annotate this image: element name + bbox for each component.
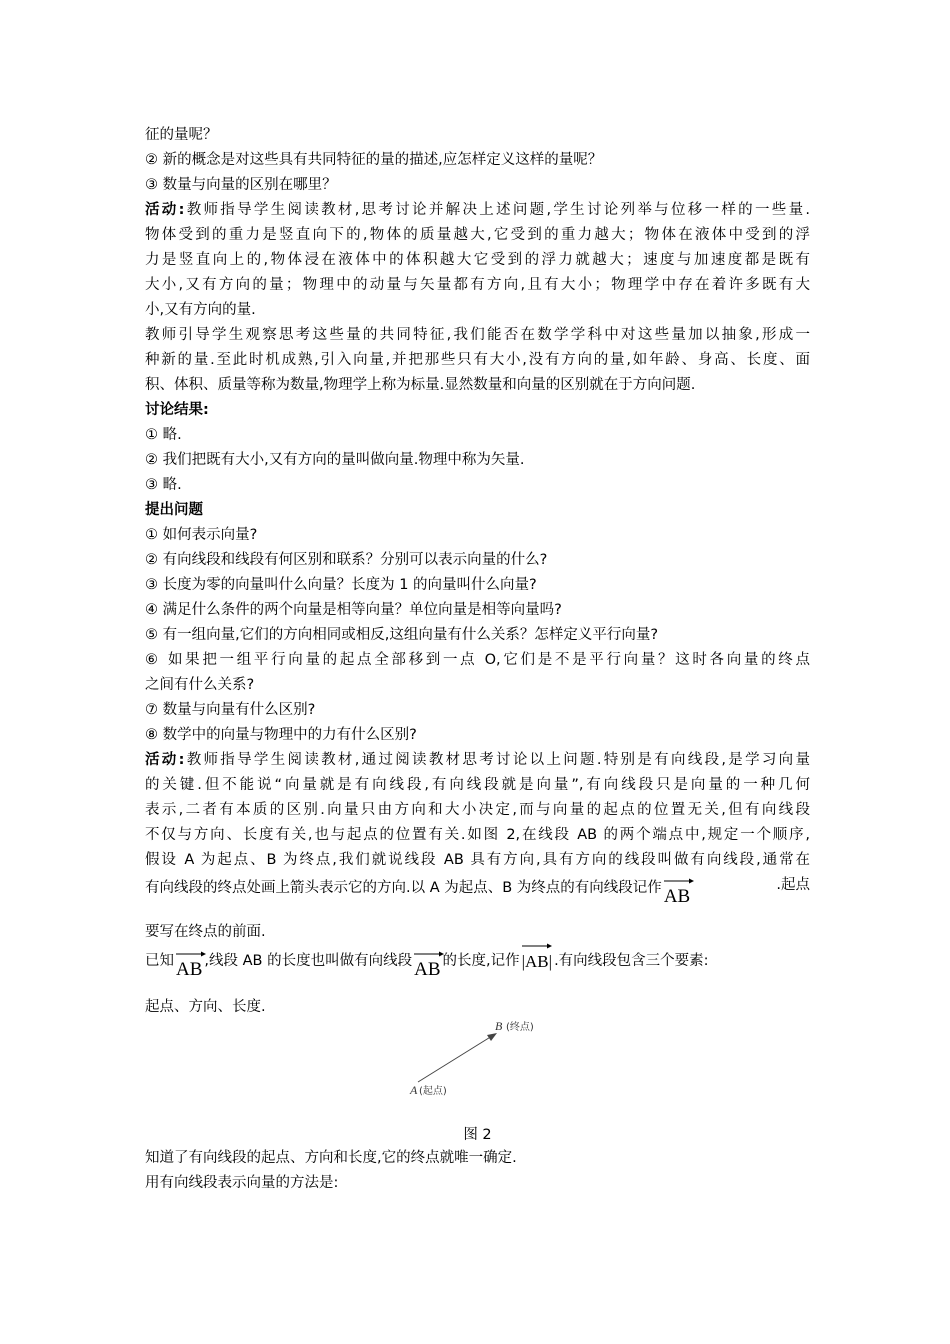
text-line xyxy=(145,997,810,1017)
text-line xyxy=(145,725,810,745)
text: 有向线段的终点处画上箭头表示它的方向.以 A 为起点、B 为终点的有向线段记作 xyxy=(145,880,662,896)
text: ,线段 AB 的长度也叫做有向线段 xyxy=(204,953,413,969)
text-line xyxy=(145,948,810,984)
text: 教师指导学生阅读教材,思考讨论并解决上述问题,学生讨论列举与位移一样的一些量. xyxy=(184,202,810,218)
text: ③ 长度为零的向量叫什么向量？长度为 1 的向量叫什么向量? xyxy=(145,577,537,593)
text-line xyxy=(145,550,810,570)
vector-label: AB xyxy=(414,959,441,980)
text-line xyxy=(145,300,810,320)
text: ④ 满足什么条件的两个向量是相等向量？单位向量是相等向量吗? xyxy=(145,602,562,618)
text: 之间有什么关系? xyxy=(145,677,255,693)
text-line xyxy=(145,850,810,870)
text-line xyxy=(145,375,810,395)
text: ② 新的概念是对这些具有共同特征的量的描述,应怎样定义这样的量呢？ xyxy=(145,152,603,168)
text-line xyxy=(145,325,810,345)
text-line xyxy=(145,825,810,845)
text: 知道了有向线段的起点、方向和长度,它的终点就唯一确定. xyxy=(145,1150,517,1166)
text: 不仅与方向、长度有关,也与起点的位置有关.如图 2,在线段 AB 的两个端点中,规定一个顺序, xyxy=(145,827,810,843)
text-line xyxy=(145,875,810,911)
activity-label: 活动: xyxy=(145,752,185,768)
text: ② 有向线段和线段有何区别和联系？分别可以表示向量的什么? xyxy=(145,552,548,568)
text: 假设 A 为起点、B 为终点,我们就说线段 AB 具有方向,具有方向的线段叫做有向线段,通常在 xyxy=(145,852,810,868)
text-line xyxy=(145,150,810,170)
vector-arrow-icon xyxy=(176,950,206,958)
text: ② 我们把既有大小,又有方向的量叫做向量.物理中称为矢量. xyxy=(145,452,525,468)
vector-label: AB xyxy=(176,959,203,980)
text-line xyxy=(145,275,810,295)
text-line xyxy=(145,200,810,220)
text-line xyxy=(145,922,810,942)
text-line xyxy=(145,625,810,645)
figure-caption: 图 2 xyxy=(463,1127,492,1143)
vector-arrow-icon xyxy=(664,877,694,885)
text: 小,又有方向的量. xyxy=(145,302,256,318)
text-line xyxy=(145,700,810,720)
point-b-note: (终点) xyxy=(506,1022,534,1033)
segment-ab xyxy=(418,1036,492,1082)
text-line xyxy=(145,675,810,695)
point-a-label: A xyxy=(410,1083,418,1097)
text-line xyxy=(145,225,810,245)
text-line xyxy=(145,800,810,820)
text: ⑦ 数量与向量有什么区别? xyxy=(145,702,316,718)
text: ① 如何表示向量? xyxy=(145,527,258,543)
point-b-label: B xyxy=(495,1019,503,1033)
text-line xyxy=(145,1173,810,1193)
text: 物体受到的重力是竖直向下的,物体的质量越大,它受到的重力越大；物体在液体中受到的浮 xyxy=(145,227,810,243)
text: 征的量呢？ xyxy=(145,127,218,143)
text: 用有向线段表示向量的方法是: xyxy=(145,1175,339,1191)
text: 起点、方向、长度. xyxy=(145,999,266,1015)
text: 表示,二者有本质的区别.向量只由方向和大小决定,而与向量的起点的位置无关,但有向线段 xyxy=(145,802,810,818)
text-line xyxy=(145,750,810,770)
text-line xyxy=(145,575,810,595)
text: 大小,又有方向的量；物理中的动量与矢量都有方向,且有大小；物理学中存在着许多既有大 xyxy=(145,277,810,293)
vector-label: AB xyxy=(663,886,691,907)
point-a-note: (起点) xyxy=(419,1086,447,1097)
vector-abs-ab xyxy=(522,950,552,972)
vector-arrow-icon xyxy=(522,942,552,950)
text-line xyxy=(145,125,810,145)
discussion-result-heading xyxy=(145,400,810,420)
arrowhead-icon xyxy=(487,1033,497,1041)
text-line xyxy=(145,450,810,470)
pose-questions-heading xyxy=(145,500,810,520)
activity-label: 活动: xyxy=(145,202,185,218)
text: 的长度,记作 xyxy=(442,953,520,969)
text: 要写在终点的前面. xyxy=(145,924,266,940)
vector-ab xyxy=(664,885,690,907)
text-line xyxy=(145,475,810,495)
text: .有向线段包含三个要素: xyxy=(554,953,709,969)
text: .起点 xyxy=(776,877,810,893)
text-line xyxy=(145,1148,810,1168)
vector-label: |AB| xyxy=(521,952,553,971)
figure-directed-segment xyxy=(400,1015,560,1100)
text: ⑧ 数学中的向量与物理中的力有什么区别? xyxy=(145,727,417,743)
text: 力是竖直向上的,物体浸在液体中的体积越大它受到的浮力就越大；速度与加速度都是既有 xyxy=(145,252,810,268)
text-line xyxy=(145,650,810,670)
text-line xyxy=(145,175,810,195)
text: ③ 略. xyxy=(145,477,182,493)
text: 积、体积、质量等称为数量,物理学上称为标量.显然数量和向量的区别就在于方向问题. xyxy=(145,377,696,393)
text-line xyxy=(145,525,810,545)
vector-ab xyxy=(414,958,440,980)
vector-arrow-icon xyxy=(414,950,444,958)
text-line xyxy=(145,250,810,270)
text: 教师引导学生观察思考这些量的共同特征,我们能否在数学学科中对这些量加以抽象,形成一 xyxy=(145,327,810,343)
text: 教师指导学生阅读教材,通过阅读教材思考讨论以上问题.特别是有向线段,是学习向量 xyxy=(184,752,810,768)
text: ⑥ 如果把一组平行向量的起点全部移到一点 O,它们是不是平行向量？这时各向量的终点 xyxy=(145,652,810,668)
text-line xyxy=(145,350,810,370)
text: 提出问题 xyxy=(145,502,203,518)
text-line xyxy=(145,425,810,445)
text: ③ 数量与向量的区别在哪里？ xyxy=(145,177,337,193)
text-line xyxy=(145,775,810,795)
text: 讨论结果: xyxy=(145,402,209,418)
text: 的关键.但不能说“向量就是有向线段,有向线段就是向量”,有向线段只是向量的一种几何 xyxy=(145,777,810,793)
vector-ab xyxy=(176,958,202,980)
text: ⑤ 有一组向量,它们的方向相同或相反,这组向量有什么关系？怎样定义平行向量? xyxy=(145,627,659,643)
text: ① 略. xyxy=(145,427,182,443)
text: 已知 xyxy=(145,953,174,969)
text-line xyxy=(145,600,810,620)
text: 种新的量.至此时机成熟,引入向量,并把那些只有大小,没有方向的量,如年龄、身高、长度、面 xyxy=(145,352,810,368)
